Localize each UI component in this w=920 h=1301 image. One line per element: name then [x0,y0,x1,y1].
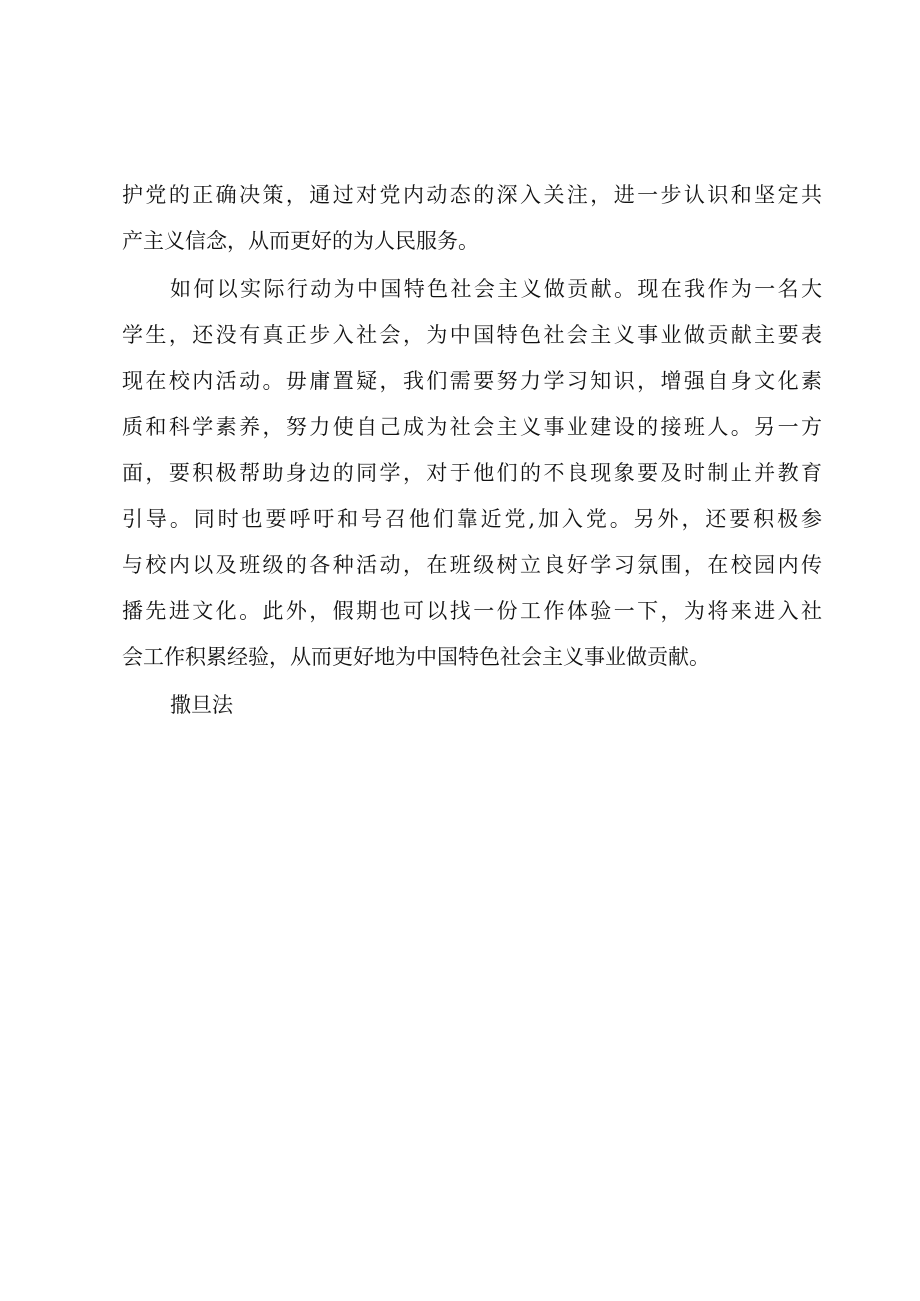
paragraph-1-line-2: 产主义信念，从而更好的为人民服务。 [122,229,479,253]
paragraph-3-line-1: 撒旦法 [170,693,233,717]
paragraph-2-line-4: 质和科学素养，努力使自己成为社会主义事业建设的接班人。另一方 [122,415,822,439]
paragraph-2-line-5: 面，要积极帮助身边的同学，对于他们的不良现象要及时制止并教育 [122,461,822,485]
paragraph-2-line-9: 会工作积累经验，从而更好地为中国特色社会主义事业做贡献。 [122,645,710,669]
paragraph-1-line-1: 护党的正确决策，通过对党内动态的深入关注，进一步认识和坚定共 [122,183,822,207]
document-body [122,172,822,728]
paragraph-2-line-8: 播先进文化。此外，假期也可以找一份工作体验一下，为将来进入社 [122,599,822,623]
paragraph-2-line-7: 与校内以及班级的各种活动，在班级树立良好学习氛围，在校园内传 [122,553,822,577]
paragraph-2-line-2: 学生，还没有真正步入社会，为中国特色社会主义事业做贡献主要表 [122,323,822,347]
paragraph-2-line-3: 现在校内活动。毋庸置疑，我们需要努力学习知识，增强自身文化素 [122,369,822,393]
paragraph-2-line-6: 引导。同时也要呼吁和号召他们靠近党,加入党。另外，还要积极参 [122,507,822,531]
paragraph-2-line-1: 如何以实际行动为中国特色社会主义做贡献。现在我作为一名大 [170,277,822,301]
